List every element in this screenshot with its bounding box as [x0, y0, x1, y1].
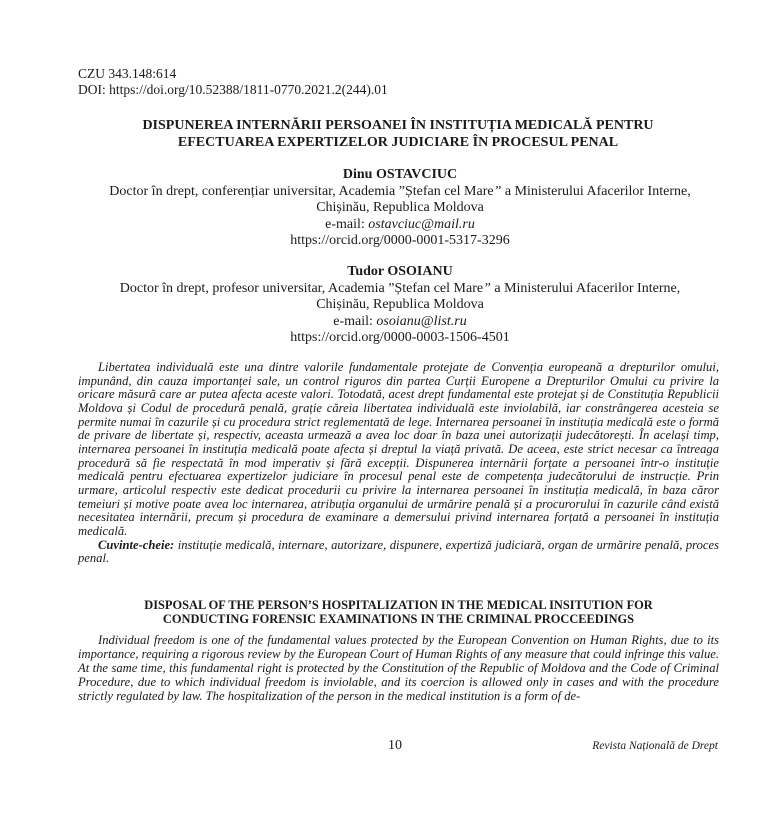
abstract-romanian	[78, 361, 719, 566]
czu-code: CZU 343.148:614	[78, 66, 177, 81]
keywords-ro	[78, 539, 719, 566]
title-en-line-1: DISPOSAL OF THE PERSON’S HOSPITALIZATION IN THE MEDICAL INSITUTION FOR	[144, 598, 653, 612]
title-line-1: DISPUNEREA INTERNĂRII PERSOANEI ÎN INSTITUȚIA MEDICALĂ PENTRU	[142, 118, 654, 133]
journal-name: Revista Națională de Drept	[592, 740, 718, 752]
author-affiliation	[60, 281, 740, 298]
affiliation-quote: ”	[493, 183, 502, 199]
doi-link[interactable]: DOI: https://doi.org/10.52388/1811-0770.2021.2(244).01	[78, 82, 388, 97]
email-label: e-mail:	[333, 313, 377, 329]
keywords-label: Cuvinte-cheie:	[98, 537, 175, 552]
article-title	[78, 117, 718, 151]
title-en-line-2: CONDUCTING FORENSIC EXAMINATIONS IN THE CRIMINAL PROCCEEDINGS	[162, 612, 635, 626]
email-address[interactable]: ostavciuc@mail.ru	[368, 216, 475, 232]
title-line-2: EFECTUAREA EXPERTIZELOR JUDICIARE ÎN PROCESUL PENAL	[177, 135, 619, 150]
author-orcid[interactable]: https://orcid.org/0000-0003-1506-4501	[290, 330, 510, 345]
abstract-english	[78, 634, 719, 704]
keywords-text: instituție medicală, internare, autorizare, dispunere, expertiză judiciară, organ de urmărire penală, proces penal.	[78, 537, 719, 566]
article-metadata	[78, 66, 388, 98]
article-title-english	[78, 598, 719, 626]
author-name: Dinu OSTAVCIUC	[342, 167, 458, 182]
affiliation-text-end: a Ministerului Afacerilor Interne,	[501, 183, 691, 199]
page-number: 10	[388, 738, 402, 753]
affiliation-quote: ”	[483, 280, 491, 296]
author-block-2	[60, 264, 740, 347]
author-orcid[interactable]: https://orcid.org/0000-0001-5317-3296	[290, 233, 510, 248]
affiliation-text: Doctor în drept, conferențiar universitar, Academia ”Ștefan cel Mare	[109, 183, 494, 199]
abstract-en-text: Individual freedom is one of the fundamental values protected by the European Convention on Human Rights, due to its importance, requiring a rigorous review by the European Court of Human Rights of any measure that could infringe this value. At the same time, this fundamental right is protected by the Constitution of the Republic of Moldova and the Code of Criminal Procedure, due to which individual freedom is inviolable, and its coercion is allowed only in cases and with the procedure strictly regulated by law. The hospitalization of the person in the medical institution is a form of de-	[78, 633, 719, 703]
author-affiliation	[60, 184, 740, 201]
affiliation-text: Doctor în drept, profesor universitar, Academia ”Ștefan cel Mare	[119, 280, 484, 296]
author-block-1	[60, 167, 740, 250]
author-email	[60, 217, 740, 234]
email-label: e-mail:	[325, 216, 369, 232]
author-name: Tudor OSOIANU	[347, 264, 453, 279]
author-city: Chișinău, Republica Moldova	[316, 200, 484, 215]
author-email	[60, 314, 740, 331]
author-city: Chișinău, Republica Moldova	[316, 297, 484, 312]
affiliation-text-end: a Ministerului Afacerilor Interne,	[490, 280, 681, 296]
email-address[interactable]: osoianu@list.ru	[376, 313, 467, 329]
abstract-ro-text: Libertatea individuală este una dintre valorile fundamentale protejate de Convenția europeană a drepturilor omului, impunând, din cauza importanței sale, un control riguros din partea Curții Europene a Drepturilor Omului cu privire la oricare măsură care ar putea afecta aceste valori. Totodată, acest drept fundamental este protejat și de Constituția Republicii Moldova și Codul de procedură penală, grație căreia libertatea individuală este inviolabilă, iar constrângerea acesteia se permite numai în cazurile și cu procedura strict reglementată de lege. Internarea persoanei în instituția medicală este o formă de privare de libertate și, respectiv, aceasta urmează a avea loc doar în baza unei autorizații judecătorești. În același timp, internarea persoanei în instituția medicală poate afecta și dreptul la viață privată. De aceea, este strict necesar ca întreaga procedură să fie respectată în mod imperativ și fără excepții. Dispunerea internării forțate a persoanei într-o instituție medicală pentru efectuarea expertizelor judiciare în procesul penal este de competența judecătorului de instrucție. Prin urmare, articolul respectiv este dedicat procedurii cu privire la internarea persoanei în instituția medicală, în baza căror temeiuri și motive poate avea loc internarea, atribuția organului de urmărire penală și a procurorului în cazurile când există necesitatea internării, precum și procedura de examinare a demersului privind internarea forțată a persoanei în instituția medicală.	[78, 360, 719, 538]
